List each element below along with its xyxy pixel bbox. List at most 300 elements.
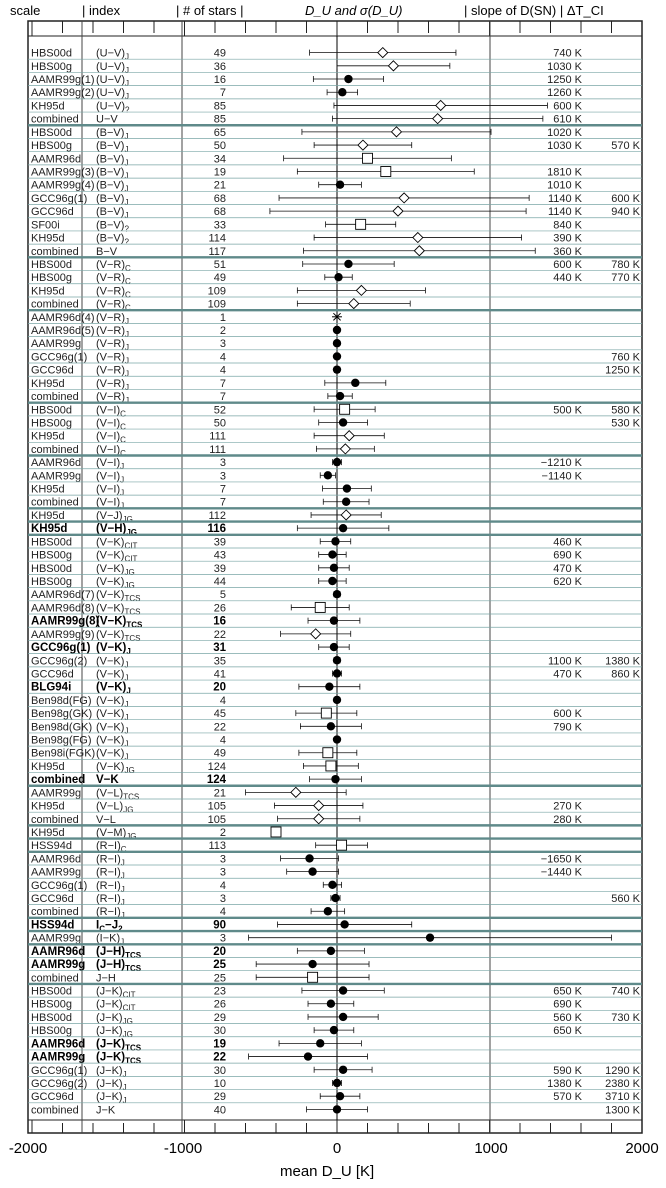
row-scale: GCC96d: [31, 893, 74, 906]
data-point-diamond: [341, 510, 351, 520]
data-point-diamond: [414, 246, 424, 256]
row-scale: KH95d: [31, 523, 68, 536]
row-scale: KH95d: [31, 430, 65, 443]
row-delta-t: 1380 K: [605, 655, 640, 668]
row-index-subscript: J: [120, 488, 125, 498]
row-slope: −1440 K: [540, 866, 582, 879]
row-nstars: 105: [207, 800, 226, 813]
data-point-diamond: [388, 61, 398, 71]
row-index-subscript: ?: [125, 105, 130, 115]
row-scale: GCC96g(2): [31, 655, 88, 668]
row-scale: AAMR99g: [31, 787, 82, 800]
data-point-diamond: [344, 431, 354, 441]
row-index-subscript: TCS: [124, 607, 141, 617]
row-nstars: 7: [219, 391, 226, 404]
row-index-subscript: J: [124, 713, 129, 723]
row-scale: AAMR96d(7): [31, 589, 95, 602]
row-scale: HBS00d: [31, 258, 72, 271]
row-scale: HBS00g: [31, 1025, 72, 1038]
row-index-subscript: C: [99, 924, 105, 934]
row-index: $(J-K)_{JG}$: [96, 1011, 133, 1026]
row-scale: combined: [31, 906, 79, 919]
row-scale: SF00i: [31, 219, 60, 232]
data-point-dot: [333, 352, 341, 360]
row-index-subscript: J: [125, 65, 130, 75]
row-index: $(V-K)_J$: [96, 681, 131, 696]
row-index-subscript: JG: [124, 581, 135, 590]
row-slope: 470 K: [553, 562, 582, 575]
data-point-dot: [339, 524, 347, 532]
row-scale: AAMR96d(8): [31, 602, 95, 615]
row-index-subscript: ?: [124, 237, 129, 247]
header-slope: | slope of D(SN) | ΔT_CI: [464, 3, 604, 18]
data-point-diamond: [314, 814, 324, 824]
row-index: $(V-R)_C$: [96, 258, 131, 273]
row-index: $(V-J)_{JG}$: [96, 509, 133, 524]
row-nstars: 16: [213, 615, 226, 628]
row-index: $(J-K)_{JG}$: [96, 1025, 133, 1040]
row-index-subscript: J: [125, 396, 130, 406]
row-index: $(V-R)_J$: [96, 325, 130, 340]
row-nstars: 45: [213, 708, 226, 721]
row-nstars: 65: [213, 126, 226, 139]
row-slope: 610 K: [553, 113, 582, 126]
row-index-subscript: J: [125, 79, 130, 89]
data-point-dot: [327, 947, 335, 955]
row-index-subscript: JG: [124, 567, 135, 577]
row-slope: −1650 K: [540, 853, 582, 866]
row-scale: HSS94d: [31, 840, 72, 853]
row-index: $(J-H)_{TCS}$: [96, 959, 142, 974]
row-index: $(J-K)_J$: [96, 1064, 127, 1079]
row-scale: GCC96d: [31, 668, 74, 681]
data-point-dot: [351, 379, 359, 387]
data-point-dot: [328, 577, 336, 585]
row-index-subscript: TCS: [125, 950, 142, 960]
row-index-subscript: C: [120, 448, 126, 458]
data-point-diamond: [391, 127, 401, 137]
data-point-dot: [333, 1105, 341, 1113]
row-scale: HBS00d: [31, 47, 72, 60]
row-slope: 590 K: [553, 1064, 582, 1077]
row-scale: AAMR99g: [31, 866, 82, 879]
row-index-subscript: C: [125, 277, 131, 287]
row-slope: 620 K: [553, 576, 582, 588]
row-slope: 1810 K: [547, 166, 582, 179]
row-slope: 650 K: [553, 1025, 582, 1038]
row-index-subscript: TCS: [124, 594, 141, 604]
data-point-dot: [340, 920, 348, 928]
row-scale: KH95d: [31, 826, 65, 839]
row-nstars: 49: [213, 747, 226, 760]
row-index-subscript: J: [120, 911, 125, 921]
row-index: $(V-H)_{JG}$: [96, 523, 138, 538]
row-scale: AAMR96d(4): [31, 311, 95, 324]
row-scale: KH95d: [31, 509, 65, 522]
row-index-subscript: J: [122, 1082, 127, 1092]
row-index: $(V-K)_J$: [96, 721, 129, 736]
row-index-subscript: TCS: [124, 633, 141, 643]
row-index: $(U-V)_J$: [96, 60, 130, 75]
row-index: $(V-K)_J$: [96, 642, 131, 657]
row-slope: 270 K: [553, 800, 582, 813]
row-nstars: 3: [219, 470, 226, 483]
data-point-star: [332, 312, 342, 322]
row-index: $(V-R)_J$: [96, 377, 130, 392]
data-point-square: [356, 219, 366, 229]
data-point-dot: [339, 1066, 347, 1074]
row-delta-t: 730 K: [611, 1011, 640, 1024]
row-nstars: 3: [219, 893, 226, 906]
row-index: J−H: [96, 972, 116, 985]
row-index-subscript: J: [124, 197, 129, 207]
row-scale: AAMR99g(1): [31, 74, 95, 87]
data-point-diamond: [378, 48, 388, 58]
row-index-subscript: J: [125, 330, 130, 340]
row-delta-t: 560 K: [611, 893, 640, 906]
row-nstars: 105: [207, 813, 226, 826]
row-nstars: 124: [206, 774, 226, 787]
row-scale: combined: [31, 774, 86, 787]
row-scale: GCC96d: [31, 1091, 74, 1104]
row-index-subscript: C: [125, 290, 131, 300]
row-index: $(V-L)_{TCS}$: [96, 787, 140, 802]
row-index: $(B-V)_?$: [96, 232, 129, 247]
data-point-dot: [333, 339, 341, 347]
row-slope: 790 K: [553, 721, 582, 734]
data-point-square: [315, 602, 325, 612]
row-slope: 1140 K: [547, 206, 582, 219]
data-point-dot: [336, 392, 344, 400]
row-slope: 440 K: [553, 272, 582, 285]
data-point-diamond: [358, 140, 368, 150]
row-scale: AAMR99g: [31, 1051, 86, 1064]
x-tick-label: 1000: [474, 1140, 508, 1157]
row-scale: GCC96d: [31, 206, 74, 219]
data-point-square: [321, 708, 331, 718]
row-nstars: 36: [213, 60, 226, 73]
row-index-subscript: J: [125, 316, 130, 326]
row-scale: combined: [31, 391, 79, 404]
row-nstars: 4: [219, 364, 226, 377]
row-nstars: 29: [213, 1091, 226, 1104]
data-point-dot: [333, 458, 341, 466]
row-delta-t: 530 K: [611, 417, 640, 430]
row-nstars: 112: [208, 509, 226, 522]
row-index-subscript: J: [125, 369, 130, 379]
row-index-subscript: CIT: [122, 990, 136, 1000]
row-nstars: 3: [219, 338, 226, 351]
data-point-dot: [330, 616, 338, 624]
row-index: $(R-I)_J$: [96, 879, 125, 894]
row-index: $(V-K)_J$: [96, 734, 129, 749]
row-index-subscript: J: [125, 382, 130, 392]
row-scale: AAMR99g(4): [31, 179, 95, 192]
row-index: $(R-I)_J$: [96, 853, 125, 868]
row-scale: AAMR96d: [31, 1038, 86, 1051]
row-slope: 650 K: [553, 985, 582, 998]
row-index-subscript: J: [125, 356, 130, 366]
data-point-dot: [333, 735, 341, 743]
row-nstars: 111: [209, 430, 226, 443]
row-index-subscript: 2: [118, 924, 123, 934]
header-nstars: | # of stars |: [176, 3, 244, 18]
header-index: | index: [82, 3, 121, 18]
row-scale: AAMR96d: [31, 853, 82, 866]
row-scale: combined: [31, 972, 79, 985]
row-scale: combined: [31, 496, 79, 509]
row-delta-t: 2380 K: [605, 1077, 640, 1090]
row-nstars: 22: [213, 628, 226, 641]
row-index: $(V-K)_{JG}$: [96, 562, 135, 577]
data-point-diamond: [340, 444, 350, 454]
row-index-subscript: J: [124, 660, 129, 670]
row-nstars: 111: [209, 443, 226, 456]
row-index-subscript: C: [120, 409, 126, 419]
data-point-dot: [343, 484, 351, 492]
row-scale: HBS00d: [31, 536, 72, 549]
row-scale: KH95d: [31, 800, 65, 813]
row-nstars: 30: [213, 1064, 226, 1077]
data-point-dot: [330, 643, 338, 651]
row-nstars: 39: [213, 536, 226, 549]
data-point-dot: [336, 181, 344, 189]
data-point-dot: [339, 418, 347, 426]
row-slope: 1030 K: [547, 140, 582, 153]
row-nstars: 2: [219, 826, 226, 839]
row-scale: HBS00g: [31, 60, 72, 73]
row-index: $(V-R)_J$: [96, 391, 130, 406]
row-scale: KH95d: [31, 100, 65, 113]
row-delta-t: 600 K: [611, 192, 640, 205]
row-index: $(V-R)_J$: [96, 311, 130, 326]
row-index-subscript: JG: [126, 528, 138, 538]
row-scale: combined: [31, 298, 79, 311]
row-index-subscript: J: [120, 475, 125, 485]
row-index: $(R-I)_C$: [96, 840, 127, 855]
row-index: $(V-K)_J$: [96, 708, 129, 723]
row-slope: 1380 K: [547, 1077, 582, 1090]
row-scale: AAMR99g: [31, 470, 82, 483]
row-scale: KH95d: [31, 285, 65, 298]
row-delta-t: 580 K: [611, 404, 640, 417]
row-slope: 390 K: [553, 232, 582, 245]
row-scale: AAMR99g(8): [31, 615, 100, 628]
data-point-dot: [333, 656, 341, 664]
row-index-subscript: J: [120, 858, 125, 868]
row-nstars: 23: [213, 985, 226, 998]
row-delta-t: 1250 K: [605, 364, 640, 377]
row-nstars: 90: [213, 919, 226, 932]
row-nstars: 3: [219, 457, 226, 470]
row-delta-t: 760 K: [611, 351, 640, 364]
row-index: $(V-I)_J$: [96, 457, 125, 472]
row-nstars: 4: [219, 694, 226, 707]
data-point-diamond: [311, 629, 321, 639]
row-nstars: 7: [219, 87, 226, 100]
row-slope: 690 K: [553, 998, 582, 1011]
row-index: $(V-I)_J$: [96, 496, 125, 511]
row-index: $(B-V)_J$: [96, 166, 129, 181]
row-delta-t: 1290 K: [605, 1064, 640, 1077]
row-scale: GCC96g(1): [31, 642, 91, 655]
row-index-subscript: JG: [126, 831, 137, 841]
row-index: $(V-K)_J$: [96, 747, 129, 762]
row-index: $(U-V)_J$: [96, 47, 130, 62]
data-point-diamond: [291, 787, 301, 797]
row-scale: AAMR96d: [31, 153, 82, 166]
row-scale: HBS00d: [31, 404, 72, 417]
row-index: $(V-I)_C$: [96, 443, 126, 458]
row-scale: KH95d: [31, 760, 65, 773]
row-index-subscript: J: [124, 145, 129, 155]
row-nstars: 44: [213, 576, 226, 588]
row-nstars: 21: [213, 179, 226, 192]
row-slope: 690 K: [553, 549, 582, 562]
row-index-subscript: J: [120, 462, 125, 472]
row-index-subscript: JG: [122, 514, 133, 524]
row-index-subscript: JG: [122, 1030, 133, 1040]
row-index-subscript: C: [125, 303, 131, 313]
row-index-subscript: J: [124, 158, 129, 168]
data-point-square: [308, 972, 318, 982]
row-slope: 1140 K: [547, 192, 582, 205]
row-index-subscript: J: [120, 871, 125, 881]
row-index-subscript: J: [122, 1096, 127, 1106]
data-point-dot: [330, 1026, 338, 1034]
row-index-subscript: JG: [123, 805, 134, 815]
row-scale: AAMR96d: [31, 945, 86, 958]
data-point-square: [340, 404, 350, 414]
row-index: B−V: [96, 245, 118, 258]
row-index: $(V-K)_{TCS}$: [96, 615, 143, 630]
row-scale: combined: [31, 813, 79, 826]
row-index-subscript: C: [120, 422, 126, 432]
row-slope: 740 K: [553, 47, 582, 60]
row-nstars: 3: [219, 866, 226, 879]
row-delta-t: 770 K: [611, 272, 640, 285]
row-index: $(V-R)_J$: [96, 338, 130, 353]
row-nstars: 25: [213, 972, 226, 985]
row-slope: −1210 K: [540, 457, 582, 470]
row-scale: Ben98d(GK): [31, 721, 93, 734]
data-point-dot: [333, 326, 341, 334]
data-point-dot: [304, 1052, 312, 1060]
row-slope: 600 K: [553, 708, 582, 721]
row-nstars: 35: [213, 655, 226, 668]
row-nstars: 10: [213, 1077, 226, 1090]
row-index-subscript: J: [120, 898, 125, 908]
row-scale: GCC96g(2): [31, 1077, 88, 1090]
row-delta-t: 570 K: [611, 140, 640, 153]
data-point-diamond: [356, 285, 366, 295]
row-index-subscript: TCS: [126, 620, 143, 630]
row-slope: 600 K: [553, 100, 582, 113]
row-nstars: 124: [207, 760, 226, 773]
row-scale: HBS00g: [31, 417, 72, 430]
data-point-square: [326, 761, 336, 771]
row-index: $(V-K)_J$: [96, 694, 129, 709]
row-index: $(J-K)_{CIT}$: [96, 985, 136, 1000]
row-delta-t: 740 K: [611, 985, 640, 998]
row-index-subscript: J: [124, 739, 129, 749]
row-nstars: 113: [208, 840, 226, 853]
row-scale: AAMR99g(2): [31, 87, 95, 100]
row-slope: 840 K: [553, 219, 582, 232]
row-index: $(I-K)_J$: [96, 932, 125, 947]
x-axis-label: mean D_U [K]: [280, 1163, 375, 1180]
row-index-subscript: J: [124, 699, 129, 709]
row-index: $(V-K)_J$: [96, 655, 129, 670]
row-index-subscript: TCS: [125, 1056, 142, 1066]
data-point-dot: [308, 867, 316, 875]
row-nstars: 41: [213, 668, 226, 681]
row-index: U−V: [96, 113, 118, 126]
row-slope: −1140 K: [541, 470, 582, 483]
row-nstars: 43: [213, 549, 226, 562]
row-index: $(V-K)_{CIT}$: [96, 536, 138, 551]
data-point-dot: [333, 669, 341, 677]
row-index: $(J-K)_J$: [96, 1091, 127, 1106]
row-delta-t: 3710 K: [605, 1091, 640, 1104]
row-nstars: 26: [213, 998, 226, 1011]
data-point-dot: [328, 550, 336, 558]
row-nstars: 7: [219, 496, 226, 509]
row-index: $I_C-J_2$: [96, 919, 123, 934]
row-scale: GCC96d: [31, 364, 74, 377]
row-scale: AAMR99g: [31, 932, 82, 945]
row-index-subscript: J: [126, 647, 131, 657]
row-index: $(B-V)_J$: [96, 126, 129, 141]
row-nstars: 50: [213, 140, 226, 153]
row-index-subscript: JG: [122, 1016, 133, 1026]
row-index: $(B-V)_J$: [96, 140, 129, 155]
row-nstars: 49: [213, 272, 226, 285]
row-index: $(B-V)_J$: [96, 179, 129, 194]
row-nstars: 2: [219, 325, 226, 338]
row-scale: AAMR99g(3): [31, 166, 95, 179]
row-scale: HSS94d: [31, 919, 75, 932]
data-point-square: [381, 166, 391, 176]
row-index: $(B-V)_?$: [96, 219, 129, 234]
row-index: V−K: [96, 774, 119, 787]
row-index-subscript: CIT: [124, 554, 138, 564]
data-point-diamond: [314, 801, 324, 811]
row-index: $(V-L)_{JG}$: [96, 800, 134, 815]
row-index-subscript: CIT: [124, 541, 138, 551]
row-scale: KH95d: [31, 377, 65, 390]
row-scale: HBS00d: [31, 562, 72, 575]
row-nstars: 29: [213, 1011, 226, 1024]
row-index: $(V-I)_C$: [96, 430, 126, 445]
x-tick-label: 0: [332, 1140, 342, 1157]
row-nstars: 30: [213, 1025, 226, 1038]
row-slope: 570 K: [553, 1091, 582, 1104]
row-index-part2: −J: [104, 919, 119, 932]
data-point-square: [363, 153, 373, 163]
x-tick-label: 2000: [625, 1140, 659, 1157]
row-nstars: 51: [213, 258, 226, 271]
row-index-subscript: TCS: [125, 1043, 142, 1053]
data-point-dot: [325, 682, 333, 690]
row-scale: HBS00d: [31, 1011, 72, 1024]
row-slope: 360 K: [553, 245, 582, 258]
data-point-dot: [327, 722, 335, 730]
row-index: $(R-I)_J$: [96, 893, 125, 908]
data-point-diamond: [433, 114, 443, 124]
data-point-dot: [333, 696, 341, 704]
data-point-dot: [344, 260, 352, 268]
